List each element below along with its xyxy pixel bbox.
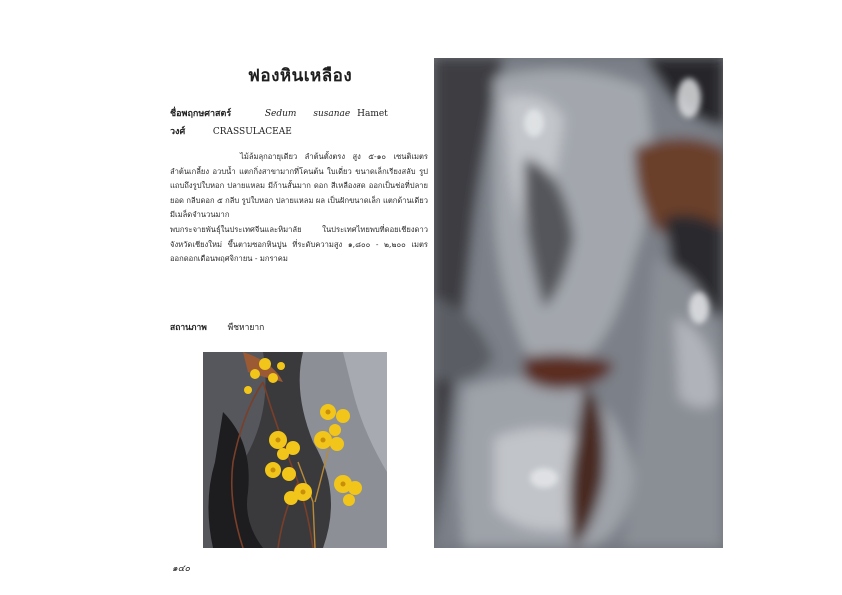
status-value: พืชหายาก	[227, 323, 265, 333]
scientific-name-epithet: susanae	[313, 109, 351, 119]
page-title: ฟองหินเหลือง	[247, 66, 353, 86]
description	[170, 150, 428, 315]
flower-photo	[203, 352, 387, 548]
description-paragraph-1: ไม้ล้มลุกอายุเดียว ลำต้นตั้งตรง สูง ๕-๑๐ เซนติเมตร ลำต้นเกลี้ยง อวบน้ำ แตกกิ่งสาขามากที่โคนต้น ใบเดี่ยว ขนาดเล็กเรียงสลับ รูปแถบถึงรูปใบหอก ปลายแหลม มีก้านสั้นมาก ดอก สีเหลืองสด ออกเป็นช่อที่ปลายยอด กลีบดอก ๕ กลีบ รูปใบหอก ปลายแหลม ผล เป็นฝักขนาดเล็ก แตกด้านเดียว มีเมล็ดจำนวนมาก	[170, 152, 428, 220]
status-row	[170, 320, 264, 334]
scientific-name-value	[265, 109, 388, 119]
scientific-name-label: ชื่อพฤกษศาสตร์	[170, 109, 232, 119]
rock-photo-image	[434, 58, 723, 548]
page-number: ๑๔๐	[172, 564, 191, 574]
family-value: CRASSULACEAE	[212, 127, 292, 137]
rock-photo	[434, 58, 723, 548]
family-row	[170, 124, 292, 138]
family-label: วงศ์	[170, 127, 186, 137]
status-label: สถานภาพ	[170, 323, 207, 333]
scientific-name-row	[170, 106, 388, 120]
scientific-name-author: Hamet	[357, 109, 388, 119]
scientific-name-genus: Sedum	[264, 109, 297, 119]
description-paragraph-2: พบกระจายพันธุ์ในประเทศจีนและหิมาลัย ในประเทศไทยพบที่ดอยเชียงดาว จังหวัดเชียงใหม่ ขึ้นตามซอกหินปูน ที่ระดับความสูง ๑,๘๐๐ - ๒,๒๐๐ เมตร ออกดอกเดือนพฤศจิกายน - มกราคม	[170, 224, 428, 264]
flower-photo-image	[203, 352, 387, 548]
